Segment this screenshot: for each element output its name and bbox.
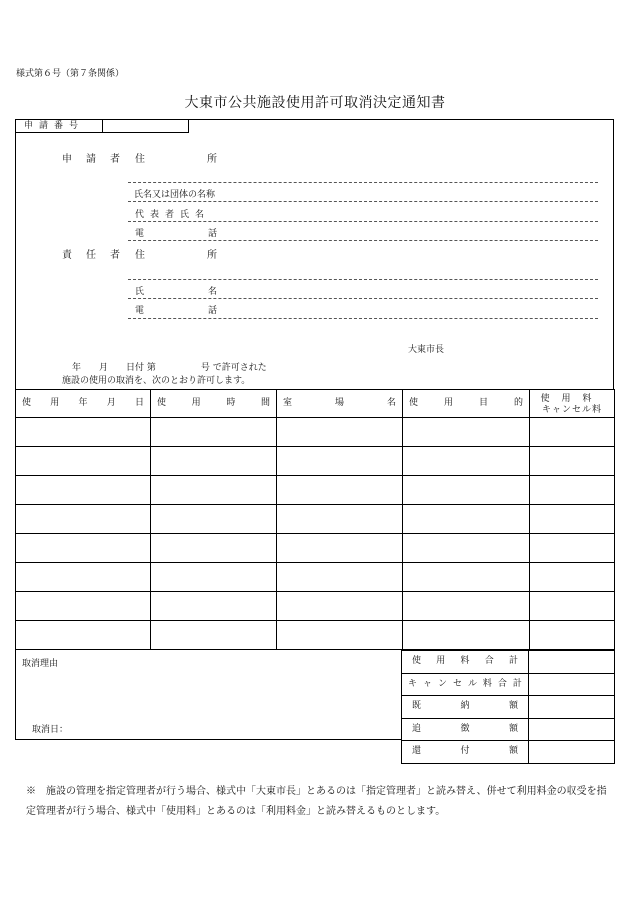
table-header-row (16, 390, 615, 418)
applicant-phone-label: 電 話 (135, 229, 217, 239)
dotted-line (128, 279, 598, 280)
org-name-label: 氏名又は団体の名称 (134, 190, 216, 200)
responsible-address-label: 住 所 (135, 250, 217, 261)
representative-label: 代表者氏名 (135, 210, 211, 220)
totals-table (401, 650, 615, 764)
table-row (16, 476, 615, 505)
total-row (402, 741, 615, 764)
table-row (16, 621, 615, 650)
col-header-room: 室 場 名 (277, 390, 403, 418)
col-header-purpose: 使 用 目 的 (403, 390, 530, 418)
col-header-fee (530, 390, 615, 418)
application-number-label: 申請番号 (16, 120, 103, 132)
paid-amount-label: 既 納 額 (412, 701, 518, 712)
col-header-time: 使 用 時 間 (151, 390, 277, 418)
dotted-line (128, 182, 598, 183)
cancel-fee-label: キャンセル料 (541, 404, 602, 415)
dotted-line (128, 201, 598, 202)
col-header-date: 使 用 年 月 日 (16, 390, 151, 418)
fee-label: 使用料 (540, 393, 604, 404)
total-fee-label: 使 用 料 合 計 (412, 656, 518, 667)
dotted-line (128, 298, 598, 299)
cancel-reason-label: 取消理由 (22, 659, 59, 669)
cancel-reason-box (15, 650, 402, 740)
applicant-label: 申請者 (62, 154, 134, 165)
dotted-line (128, 318, 598, 319)
permit-statement-2: 施設の使用の取消を、次のとおり許可します。 (62, 376, 251, 386)
dotted-line (128, 240, 598, 241)
table-row (16, 447, 615, 476)
total-row (402, 651, 615, 674)
usage-table (15, 389, 615, 650)
total-row (402, 696, 615, 719)
refund-amount-label: 還 付 額 (412, 746, 518, 757)
cancel-date-label: 取消日： (32, 725, 69, 735)
applicant-address-label: 住 所 (135, 154, 217, 165)
document-title: 大東市公共施設使用許可取消決定通知書 (184, 95, 446, 111)
table-row (16, 592, 615, 621)
table-row (16, 534, 615, 563)
additional-charge-label: 追 徴 額 (412, 723, 518, 734)
permit-statement: 年 月 日付 第 号 で許可された (72, 363, 267, 373)
mayor-name: 大東市長 (408, 345, 445, 355)
table-row (16, 418, 615, 447)
table-row (16, 505, 615, 534)
form-number: 様式第６号（第７条関係） (16, 69, 125, 79)
total-cancel-fee-label: キ ャ ン セ ル 料 合 計 (408, 678, 522, 689)
table-row (16, 563, 615, 592)
responsible-label: 責任者 (62, 250, 134, 261)
responsible-phone-label: 電 話 (135, 306, 217, 316)
total-row (402, 718, 615, 741)
responsible-name-label: 氏 名 (135, 287, 217, 297)
total-row (402, 673, 615, 696)
footnote: ※ 施設の管理を指定管理者が行う場合、様式中「大東市長」とあるのは「指定管理者」と読み替え、併せて利用料金の収受を指定管理者が行う場合、様式中「使用料」とあるのは「利用料金」と読み替えるものとします。 (26, 786, 607, 817)
dotted-line (128, 221, 598, 222)
